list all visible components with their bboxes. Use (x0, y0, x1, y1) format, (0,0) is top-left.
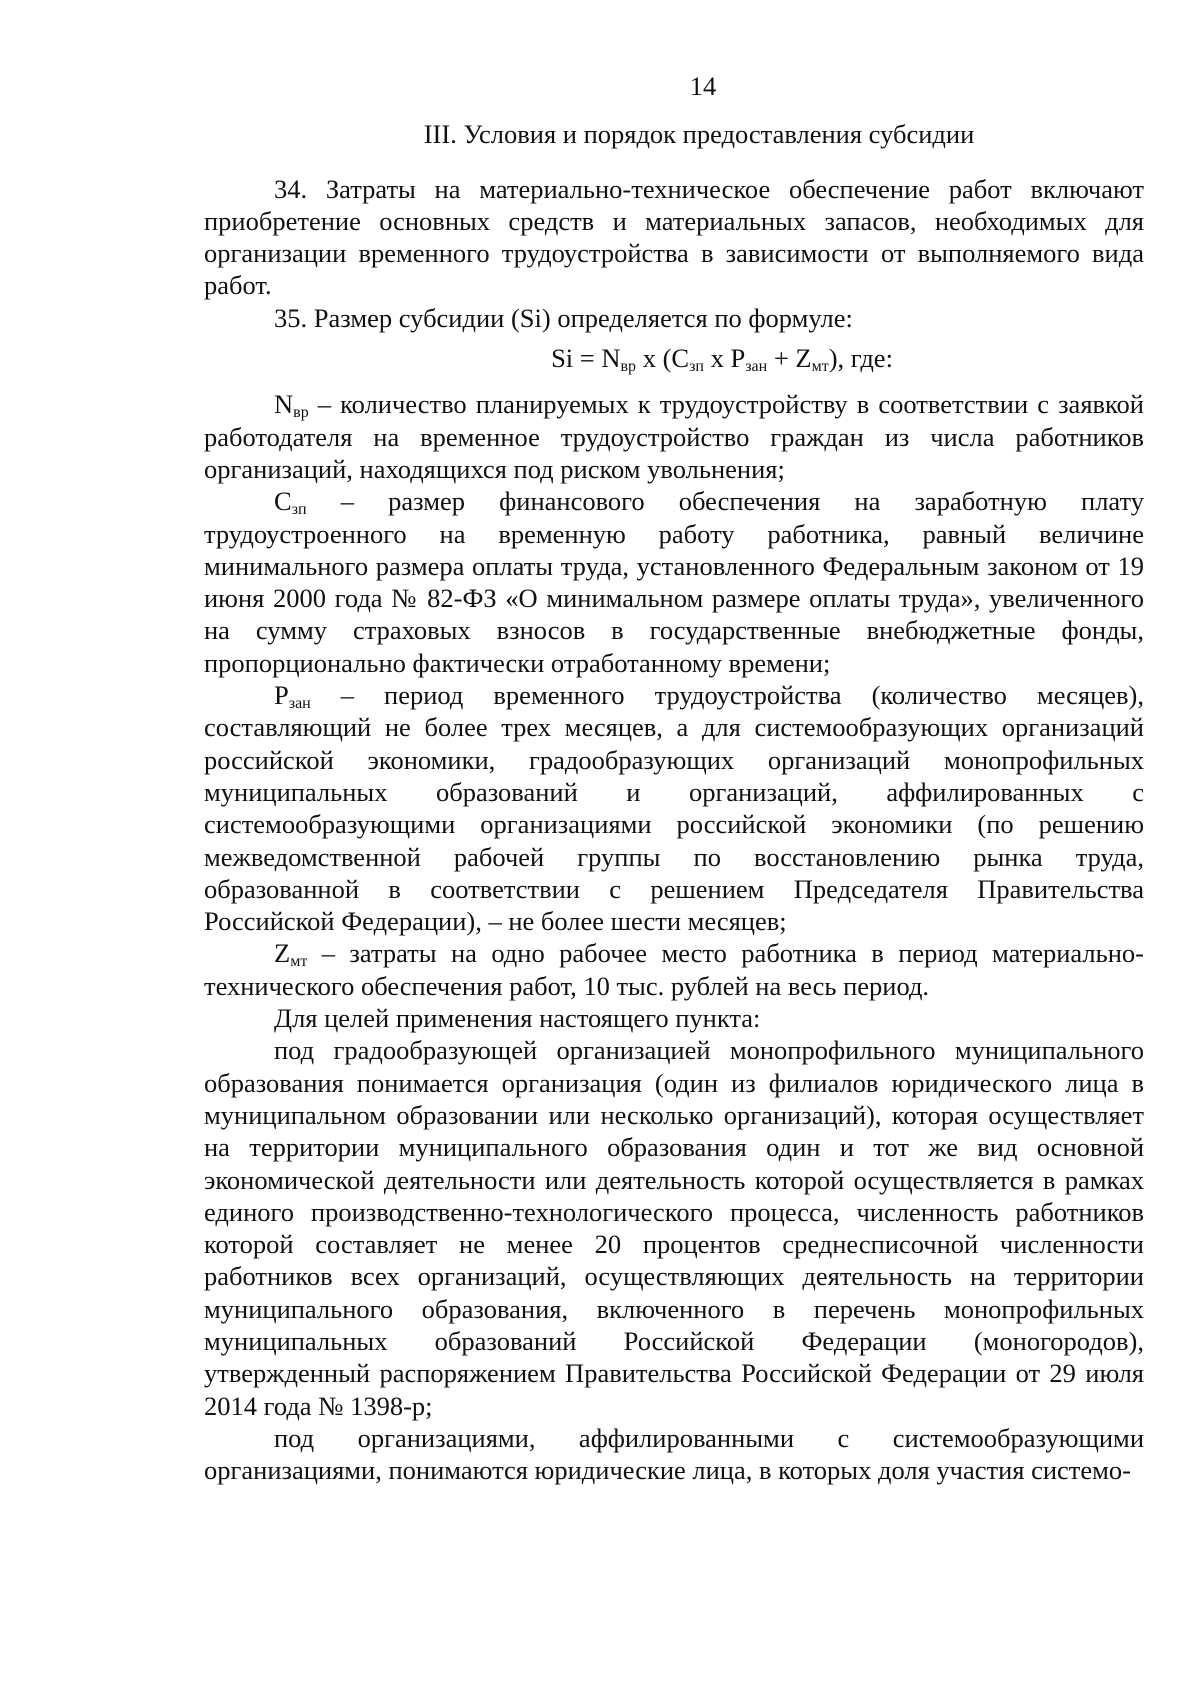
paragraph-city-forming-organization: под градообразующей организацией монопрофильного муниципального образования понимается организация (один из филиалов юридического лица в муниципальном образовании или несколько организаций), которая осуществляет на территории муниципального образования один и тот же вид основной экономической деятельности или деятельность которой осуществляется в рамках единого производственно-технологического процесса, численность работников которой составляет не менее 20 процентов среднесписочной численности работников всех организаций, осуществляющих деятельность на территории муниципального образования, включенного в перечень монопрофильных муниципальных образований Российской Федерации (моногородов), утвержденный распоряжением Правительства Российской Федерации от 29 июля 2014 года № 1398-р; (204, 1035, 1144, 1421)
paragraph-affiliated-organizations: под организациями, аффилированными с системообразующими организациями, понимаются юридические лица, в которых доля участия системо- (204, 1422, 1144, 1486)
document-page (204, 70, 1144, 1486)
definition-z-mt: $Z_{мт}$ – затраты на одно рабочее место работника в период материально-технического обеспечения работ, 10 тыс. рублей на весь период. (204, 938, 1144, 1001)
paragraph-purpose: Для целей применения настоящего пункта: (274, 1003, 761, 1034)
subsidy-formula: $Si = N_{вр}$ x ($C_{зп}$ x $P_{зан} + Z_{мт}$), где: (551, 343, 893, 376)
definition-p-zan: $P_{зан}$ – период временного трудоустройства (количество месяцев), составляющий не более трех месяцев, а для системообразующих организаций российской экономики, градообразующих организаций монопрофильных муниципальных образований и организаций, аффилированных с системообразующими организациями российской экономики (по решению межведомственной рабочей группы по восстановлению рынка труда, образованной в соответствии с решением Председателя Правительства Российской Федерации), – не более шести месяцев; (204, 680, 1144, 937)
paragraph-35: 35. Размер субсидии (Si) определяется по формуле: (274, 302, 853, 333)
section-title: III. Условия и порядок предоставления субсидии (423, 119, 975, 150)
paragraph-34: 34. Затраты на материально-техническое обеспечение работ включают приобретение основных средств и материальных запасов, необходимых для организации временного трудоустройства в зависимости от выполняемого вида работ. (204, 173, 1144, 301)
definition-c-zp: $C_{зп}$ – размер финансового обеспечения на заработную плату трудоустроенного на временную работу работника, равный величине минимального размера оплаты труда, установленного Федеральным законом от 19 июня 2000 года № 82-ФЗ «О минимальном размере оплаты труда», увеличенного на сумму страховых взносов в государственные внебюджетные фонды, пропорционально фактически отработанному времени; (204, 486, 1144, 678)
page-number: 14 (689, 71, 717, 101)
definition-n-vr: $N_{вр}$ – количество планируемых к трудоустройству в соответствии с заявкой работодателя на временное трудоустройство граждан из числа работников организаций, находящихся под риском увольнения; (204, 389, 1144, 484)
